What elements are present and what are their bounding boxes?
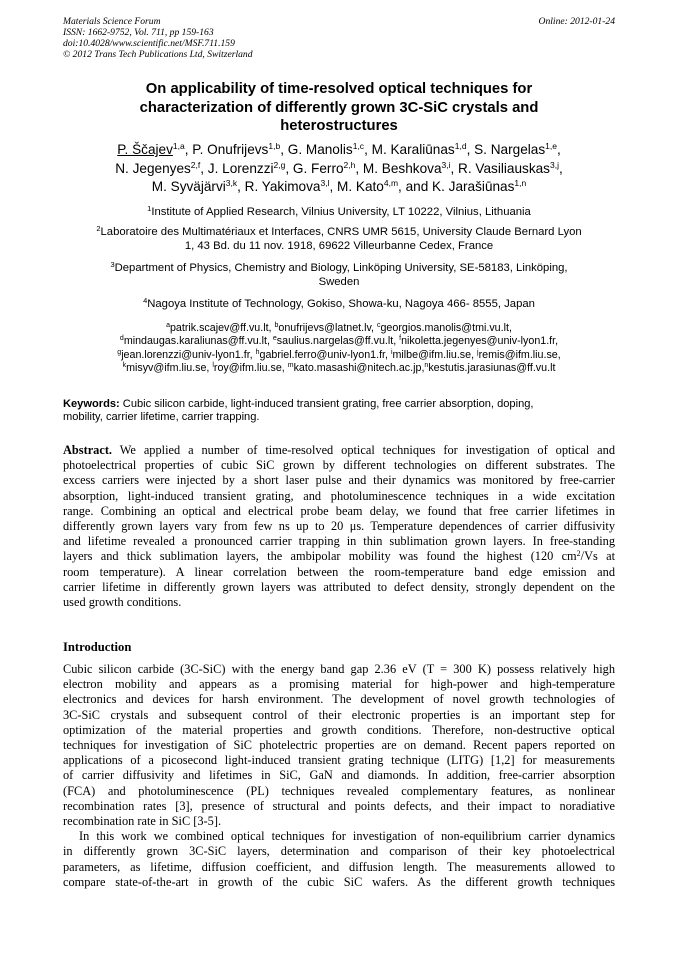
affiliation-number: 1 <box>147 204 152 213</box>
introduction-heading: Introduction <box>63 640 132 654</box>
author-list <box>60 141 618 197</box>
author-name: , M. Kato <box>329 179 384 195</box>
author-affiliation-mark: 1,e <box>545 141 557 151</box>
author-affiliation-mark: 1,d <box>454 141 467 151</box>
author-name: P. Ščajev <box>117 142 173 157</box>
online-date: Online: 2012-01-24 <box>538 16 615 27</box>
title-line: heterostructures <box>280 118 398 134</box>
abstract-text: used growth conditions. <box>63 595 182 610</box>
email-mark: e <box>272 335 277 343</box>
abstract-text: We applied a number of time-resolved optical techniques for investigation of optical and <box>112 443 615 457</box>
keywords-block <box>63 398 615 424</box>
author-affiliation-mark: 2,f <box>190 159 201 170</box>
author-name: , R. Vasiliauskas <box>450 160 550 176</box>
abstract-text: layers and thick sublimation layers, the ambipolar mobility was found the highest (120 cm <box>63 549 577 564</box>
intro-text: parameters, as lifetime, diffusion coefficient, and diffusion length. The measurements allowed to <box>63 859 615 874</box>
email-address[interactable]: patrik.scajev@ff.vu.lt, <box>169 322 275 334</box>
intro-text: applications of a picosecond light-induced transient grating technique (LITG) [1,2] for measurements <box>63 753 615 768</box>
keywords-label: Keywords: <box>63 398 120 410</box>
author-name: , J. Lorenzzi <box>200 160 274 176</box>
abstract-text: photoelectrical properties of cubic SiC grown by different technologies on different substrates. The <box>63 458 615 473</box>
intro-text: optimization of the material properties and growth conditions. Therefore, non-destructive optical <box>63 722 615 737</box>
affiliation-text: Laboratoire des Multimatériaux et Interfaces, CNRS UMR 5615, University Claude Bernard Lyon <box>100 226 582 238</box>
journal-name: Materials Science Forum <box>63 16 161 27</box>
author-affiliation-mark: 1,a <box>172 141 185 151</box>
intro-text: (FCA) and photoluminescence (PL) techniques revealed complementary features, as nonlinear <box>63 783 615 798</box>
intro-text: recombination rate in SiC [3-5]. <box>63 814 222 829</box>
intro-text: in differently grown 3C-SiC layers, determination and comparison of their key photoelectrical <box>63 844 615 859</box>
email-address[interactable]: remis@ifm.liu.se, <box>478 348 561 361</box>
author-name: M. Syväjärvi <box>151 179 226 195</box>
author-name: , G. Ferro <box>285 160 344 176</box>
email-line <box>60 335 618 348</box>
keywords-text: mobility, carrier lifetime, carrier trapping. <box>63 411 260 424</box>
intro-text: Cubic silicon carbide (3C-SiC) with the energy band gap 2.36 eV (T = 300 K) possess relatively high <box>63 662 615 676</box>
unit-exponent: 2 <box>576 549 581 559</box>
email-mark: a <box>166 322 170 329</box>
email-address[interactable]: kestutis.jarasiunas@ff.vu.lt <box>428 362 556 375</box>
author-affiliation-mark: 3,i <box>441 159 451 170</box>
abstract-text: excess carriers were injected by a short laser pulse and their dynamics was monitored by free-carrier <box>63 473 615 488</box>
email-address[interactable]: roy@ifm.liu.se, <box>213 362 288 375</box>
affiliation-text: Nagoya Institute of Technology, Gokiso, Showa-ku, Nagoya 466- 8555, Japan <box>147 298 535 310</box>
author-affiliation-mark: 1,c <box>352 141 365 151</box>
author-affiliation-mark: 1,b <box>268 141 281 151</box>
abstract-text: carrier lifetime in differently grown layers was attributed to defect density, strongly dependent on the <box>63 579 615 594</box>
intro-text: recombination rates [3], presence of structural and points defects, and their impact to noradiative <box>63 798 615 813</box>
author-separator: , <box>556 142 561 157</box>
author-name: , R. Yakimova <box>237 179 321 195</box>
keywords-text: Cubic silicon carbide, light-induced transient grating, free carrier absorption, doping, <box>119 398 534 410</box>
email-address[interactable]: gabriel.ferro@univ-lyon1.fr, <box>259 348 391 361</box>
author-line-1 <box>60 141 618 160</box>
abstract-text: range. Combining an optical and electrical probe beam delay, we found that free carrier lifetimes in <box>63 503 615 518</box>
abstract-text: absorption, light-induced transient grating, and photoluminescence techniques in a wide excitation <box>63 488 615 503</box>
affiliation-3 <box>60 262 618 289</box>
email-mark: g <box>117 348 122 356</box>
author-affiliation-mark: 3,k <box>225 178 238 189</box>
email-address[interactable]: onufrijevs@latnet.lv, <box>278 322 377 334</box>
affiliation-4 <box>60 298 618 312</box>
email-address[interactable]: milbe@ifm.liu.se, <box>392 348 478 361</box>
author-name: , G. Manolis <box>280 142 353 157</box>
email-mark: n <box>424 362 429 370</box>
affiliation-number: 3 <box>110 260 115 269</box>
abstract-text: room temperature). A linear correlation between the room-temperature band edge emission and <box>63 564 615 579</box>
email-mark: b <box>274 322 279 329</box>
email-mark: h <box>255 348 260 356</box>
affiliation-number: 4 <box>143 296 148 305</box>
email-mark: i <box>390 348 393 356</box>
email-address[interactable]: jean.lorenzzi@univ-lyon1.fr, <box>121 348 256 361</box>
author-affiliation-mark: 3,j <box>549 159 559 170</box>
email-address[interactable]: nikoletta.jegenyes@univ-lyon1.fr, <box>401 335 559 348</box>
author-name: , P. Onufrijevs <box>184 142 269 157</box>
intro-text: of carrier diffusivity and lifetimes in SiC, GaN and diamonds. In addition, free-carrier absorption <box>63 768 615 783</box>
email-mark: j <box>477 348 479 356</box>
issn-line: ISSN: 1662-9752, Vol. 711, pp 159-163 <box>63 27 214 38</box>
author-line-3 <box>60 178 618 197</box>
intro-text: electronics and devices for harsh environment. The development of novel growth technologies of <box>63 692 615 707</box>
intro-text: techniques for investigation of SiC photelectric properties are on demand. Recent papers reported on <box>63 738 615 753</box>
email-address[interactable]: mindaugas.karaliunas@ff.vu.lt, <box>123 335 273 348</box>
email-mark: c <box>376 322 381 329</box>
author-affiliation-mark: 1,n <box>514 178 527 189</box>
author-name: , M. Karaliūnas <box>364 142 455 157</box>
abstract-text: and lifetime revealed a pronounced carrier trapping in thin sublimation grown layers. In free-standing <box>63 534 615 549</box>
affiliation-text: 1, 43 Bd. du 11 nov. 1918, 69622 Villeurbanne Cedex, France <box>184 239 494 252</box>
author-name: , M. Beshkova <box>355 160 442 176</box>
intro-text: In this work we combined optical techniques for investigation of non-equilibrium carrier dynamics <box>79 829 615 844</box>
intro-text: electron mobility and appears as a promising material for high-power and high-temperature <box>63 677 615 692</box>
title-line: On applicability of time-resolved optical techniques for <box>145 81 533 97</box>
author-line-2 <box>60 160 618 179</box>
email-line <box>60 362 618 375</box>
affiliation-text: Institute of Applied Research, Vilnius University, LT 10222, Vilnius, Lithuania <box>151 206 531 218</box>
email-address[interactable]: georgios.manolis@tmi.vu.lt, <box>380 322 512 334</box>
intro-text: compare state-of-the-art in growth of the cubic SiC wafers. As the different growth techniques <box>63 874 615 889</box>
copyright-line: © 2012 Trans Tech Publications Ltd, Switzerland <box>63 49 253 60</box>
title-line: characterization of differently grown 3C-SiC crystals and <box>139 99 539 116</box>
email-list <box>60 322 618 376</box>
abstract-section <box>63 443 615 610</box>
author-affiliation-mark: 3,l <box>320 178 330 189</box>
intro-text: 3C-SiC crystals and subsequent control of their electronic properties is an important step for <box>63 707 615 722</box>
affiliation-2 <box>60 226 618 253</box>
email-mark: d <box>119 335 124 343</box>
author-affiliation-mark: 2,h <box>343 159 356 170</box>
paper-title <box>60 80 618 136</box>
author-affiliation-mark: 2,g <box>273 159 286 170</box>
affiliation-1 <box>60 206 618 220</box>
author-separator: , <box>558 160 563 176</box>
email-address[interactable]: kato.masashi@nitech.ac.jp, <box>293 362 425 375</box>
author-name: , and K. Jarašiūnas <box>398 179 515 195</box>
introduction-section <box>63 662 615 890</box>
email-mark: m <box>287 362 294 370</box>
abstract-text: differently grown layers vary from few ns up to 20 μs. Temperature dependences of carrier diffusivity <box>63 519 615 534</box>
affiliation-text: Department of Physics, Chemistry and Biology, Linköping University, SE-58183, Linköping, <box>114 262 568 274</box>
email-line <box>60 349 618 362</box>
email-mark: l <box>212 362 214 370</box>
publication-header <box>63 16 383 60</box>
email-mark: k <box>122 362 127 370</box>
email-mark: f <box>399 335 402 343</box>
email-address[interactable]: saulius.nargelas@ff.vu.lt, <box>276 335 400 348</box>
doi-line: doi:10.4028/www.scientific.net/MSF.711.159 <box>63 38 235 49</box>
affiliation-text: Sweden <box>318 275 360 288</box>
email-address[interactable]: misyv@ifm.liu.se, <box>126 362 213 375</box>
author-name: N. Jegenyes <box>115 160 191 176</box>
abstract-text: /Vs at <box>580 549 615 564</box>
author-affiliation-mark: 4,m <box>383 178 399 189</box>
affiliation-number: 2 <box>96 224 101 233</box>
abstract-label: Abstract. <box>63 443 113 457</box>
email-line <box>60 322 618 335</box>
author-name: , S. Nargelas <box>466 142 546 157</box>
